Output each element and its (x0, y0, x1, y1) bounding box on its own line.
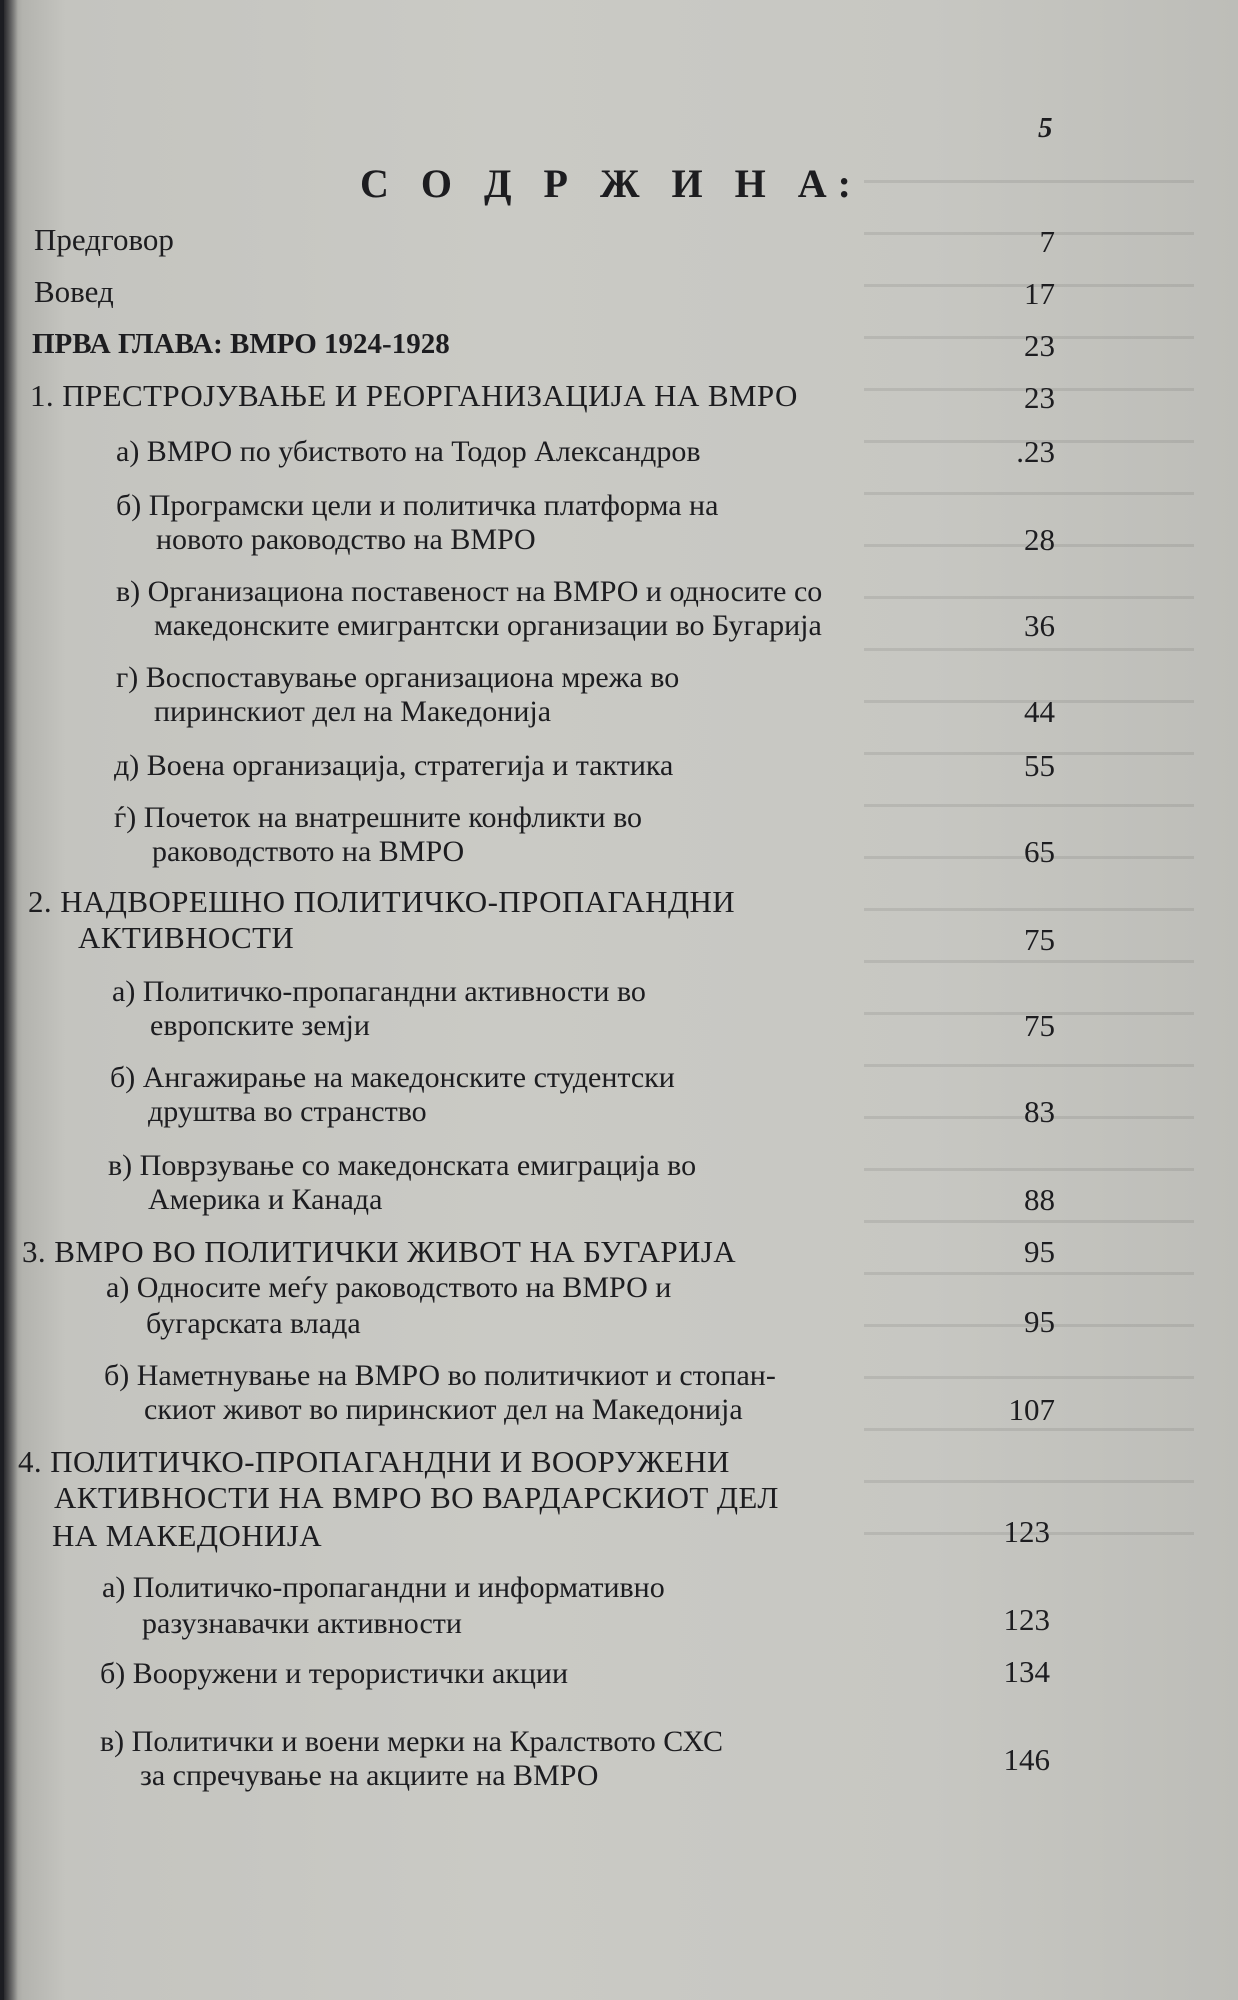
toc-page: 88 (1024, 1182, 1055, 1217)
toc-entry-4b: б) Вооружени и терористички акции (100, 1657, 569, 1690)
toc-entry-1g-line2: пиринскиот дел на Македонија (154, 695, 552, 728)
toc-entry-1b-line1: б) Програмски цели и политичка платформа на (116, 489, 719, 522)
toc-entry-2a-line1: а) Политичко-пропагандни активности во (112, 975, 646, 1008)
toc-entry-section-4-line1: 4. ПОЛИТИЧКО-ПРОПАГАНДНИ И ВООРУЖЕНИ (18, 1444, 730, 1479)
toc-entry-section-2-line2: АКТИВНОСТИ (78, 920, 295, 955)
toc-entry-2a-line2: европските земји (150, 1009, 370, 1042)
toc-entry-section-3: 3. ВМРО ВО ПОЛИТИЧКИ ЖИВОТ НА БУГАРИЈА (22, 1234, 737, 1269)
toc-entry-section-4-line3: НА МАКЕДОНИЈА (52, 1518, 323, 1553)
toc-page: 75 (1024, 922, 1055, 957)
toc-entry-4a-line2: разузнавачки активности (142, 1607, 462, 1640)
toc-page: 44 (1024, 694, 1055, 729)
toc-entry-section-1: 1. ПРЕСТРОЈУВАЊЕ И РЕОРГАНИЗАЦИЈА НА ВМРО (30, 378, 798, 413)
toc-entry-2b-line2: друштва во странство (148, 1095, 427, 1128)
page-number: 5 (1038, 112, 1053, 144)
toc-page: 23 (1024, 328, 1055, 363)
toc-title: С О Д Р Ж И Н А: (360, 161, 862, 206)
toc-page: 7 (1039, 224, 1055, 259)
toc-entry-introduction: Вовед (34, 274, 114, 309)
toc-page: 134 (1003, 1654, 1050, 1689)
toc-page: 36 (1024, 608, 1055, 643)
toc-page: 123 (1003, 1602, 1050, 1637)
toc-entry-1v-line1: в) Организациона поставеност на ВМРО и односите со (116, 575, 823, 608)
toc-entry-4a-line1: а) Политичко-пропагандни и информативно (102, 1571, 665, 1604)
toc-entry-2b-line1: б) Ангажирање на македонските студентски (110, 1061, 675, 1094)
toc-entry-4v-line2: за спречување на акциите на ВМРО (140, 1759, 599, 1792)
toc-entry-3a-line2: бугарската влада (146, 1307, 361, 1340)
toc-entry-chapter-1: ПРВА ГЛАВА: ВМРО 1924-1928 (32, 328, 450, 360)
toc-entry-2v-line2: Америка и Канада (148, 1183, 383, 1216)
toc-page: 75 (1024, 1008, 1055, 1043)
toc-entry-3b-line1: б) Наметнување на ВМРО во политичкиот и стопан- (104, 1359, 776, 1392)
toc-entry-2v-line1: в) Поврзување со македонската емиграција во (108, 1149, 697, 1182)
toc-page: 17 (1024, 276, 1055, 311)
toc-entry-foreword: Предговор (34, 222, 174, 257)
toc-entry-section-4-line2: АКТИВНОСТИ НА ВМРО ВО ВАРДАРСКИОТ ДЕЛ (54, 1480, 779, 1515)
toc-entry-3b-line2: скиот живот во пиринскиот дел на Македонија (144, 1393, 743, 1426)
toc-page: 146 (1003, 1742, 1050, 1777)
toc-entry-3a-line1: а) Односите меѓу раководството на ВМРО и (106, 1271, 672, 1304)
toc-entry-1b-line2: новото раководство на ВМРО (156, 523, 536, 556)
toc-page: .23 (1016, 434, 1055, 469)
toc-page: 55 (1024, 748, 1055, 783)
toc-page: 28 (1024, 522, 1055, 557)
toc-entry-1gj-line1: ѓ) Почеток на внатрешните конфликти во (114, 801, 643, 834)
toc-page: 95 (1024, 1304, 1055, 1339)
toc-page: 83 (1024, 1094, 1055, 1129)
toc-entry-1a: а) ВМРО по убиството на Тодор Александров (116, 435, 701, 468)
toc-entry-section-2-line1: 2. НАДВОРЕШНО ПОЛИТИЧКО-ПРОПАГАНДНИ (28, 884, 736, 919)
toc-page: 65 (1024, 834, 1055, 869)
toc-entry-1d: д) Воена организација, стратегија и тактика (114, 749, 674, 782)
toc-entry-4v-line1: в) Политички и воени мерки на Кралството СХС (100, 1725, 723, 1758)
toc-entry-1v-line2: македонските емигрантски организации во Бугарија (154, 609, 822, 642)
toc-page: 107 (1008, 1392, 1055, 1427)
toc-page: 123 (1003, 1514, 1050, 1549)
toc-page: 23 (1024, 380, 1055, 415)
toc-entry-1g-line1: г) Воспоставување организациона мрежа во (116, 661, 680, 694)
toc-page: 95 (1024, 1234, 1055, 1269)
toc-entry-1gj-line2: раководството на ВМРО (152, 835, 465, 868)
